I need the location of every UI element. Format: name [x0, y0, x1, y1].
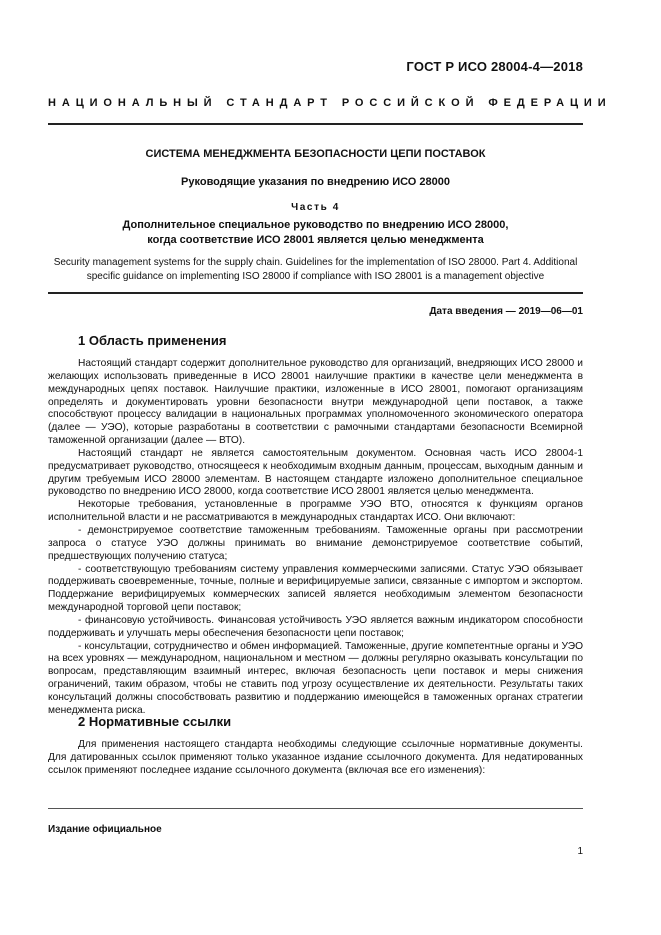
section-body-references [48, 739, 583, 778]
list-item: - демонстрируемое соответствие таможенным требованиям. Таможенные органы при рассмотрении запроса о статусе УЭО должны принимать во внимание демонстрируемое соответствие событий, предшествующих получению статуса; [48, 524, 583, 562]
paragraph: Настоящий стандарт содержит дополнительное руководство для организаций, внедряющих ИСО 28000 и желающих использовать приведенные в ИСО 28001 наилучшие практики в качестве цели менеджмента в международных цепях поставок. Наилучшие практики, изложенные в ИСО 28001, помогают организациям определять и документировать уровни безопасности внутри международной цепи поставок, а также способствуют процессу валидации в национальных программах уполномоченного экономического оператора (далее — УЭО), которые разработаны в соответствии с рамочными стандартами безопасности Всемирной таможенной организации (далее — ВТО). [48, 358, 583, 447]
footer-divider [48, 808, 583, 809]
section-heading-references: 2 Нормативные ссылки [78, 714, 232, 729]
list-item: - соответствующую требованиям систему управления коммерческими записями. Статус УЭО обязывает поддерживать своевременные, точные, полные и верифицируемые записи, связанные с импортом и экспортом. Поддержание верифицируемых коммерческих записей является необходимым элементом безопасности международной торговой цепи поставок; [48, 563, 583, 614]
part-label: Часть 4 [291, 202, 340, 213]
part-title [48, 218, 583, 248]
part-title-line: Дополнительное специальное руководство по внедрению ИСО 28000, [122, 219, 509, 231]
header-divider [48, 123, 583, 125]
national-standard-heading: НАЦИОНАЛЬНЫЙ СТАНДАРТ РОССИЙСКОЙ ФЕДЕРАЦИИ [48, 97, 612, 109]
list-item: - консультации, сотрудничество и обмен информацией. Таможенные, другие компетентные органы и УЭО на всех уровнях — международном, национальном и местном — должны регулярно оказывать консультации по вопросам, представляющим взаимный интерес, включая безопасность цепи поставок и меры снижения ограничений, таким образом, чтобы не ставить под угрозу осуществление их деятельности. Результаты таких консультаций должны способствовать развитию и поддержанию имеющейся в таможенных органах стратегии менеджмента риска. [48, 640, 583, 716]
introduction-date: Дата введения — 2019—06—01 [429, 306, 583, 317]
part-title-line: когда соответствие ИСО 28001 является целью менеджмента [147, 234, 484, 246]
title-divider [48, 292, 583, 294]
paragraph: Некоторые требования, установленные в программе УЭО ВТО, относятся к функциям органов исполнительной власти и не рассматриваются в международных стандартах ИСО. Они включают: [48, 499, 583, 524]
english-title-line: specific guidance on implementing ISO 28000 if compliance with ISO 28001 is a management objective [86, 271, 545, 282]
list-item: - финансовую устойчивость. Финансовая устойчивость УЭО является важным индикатором способности поддерживать и улучшать меры обеспечения безопасности цепи поставок; [48, 614, 583, 639]
document-title: СИСТЕМА МЕНЕДЖМЕНТА БЕЗОПАСНОСТИ ЦЕПИ ПОСТАВОК [145, 148, 486, 160]
standard-number: ГОСТ Р ИСО 28004-4—2018 [406, 59, 583, 74]
paragraph: Для применения настоящего стандарта необходимы следующие ссылочные нормативные документы. Для датированных ссылок применяют только указанное издание ссылочного документа. Для недатированных ссылок применяют последнее издание ссылочного документа (включая все его изменения): [48, 739, 583, 776]
english-title-line: Security management systems for the supply chain. Guidelines for the implementation of ISO 28000. Part 4. Additional [53, 257, 578, 268]
english-title [48, 256, 583, 284]
document-subtitle: Руководящие указания по внедрению ИСО 28000 [181, 176, 450, 188]
section-heading-scope: 1 Область применения [78, 333, 227, 348]
paragraph: Настоящий стандарт не является самостоятельным документом. Основная часть ИСО 28004-1 предусматривает руководство, относящееся к необходимым входным данным, процессам, выходным данным и другим требуемым ИСО 28000 элементам. В настоящем стандарте изложено дополнительное специальное руководство по внедрению ИСО 28000, когда соответствие ИСО 28001 является целью менеджмента. [48, 447, 583, 498]
official-edition-label: Издание официальное [48, 824, 162, 835]
page-number: 1 [577, 846, 583, 857]
section-body-scope [48, 358, 583, 718]
